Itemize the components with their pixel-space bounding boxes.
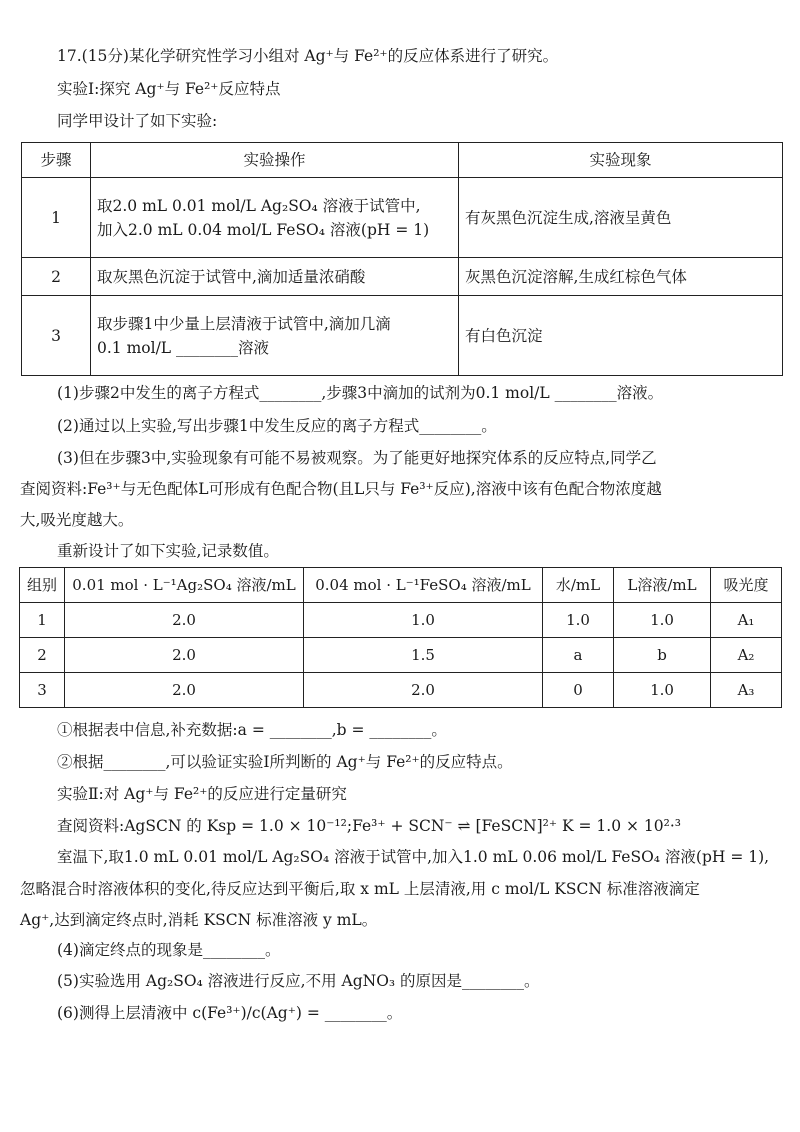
- question-4: (4)滴定终点的现象是________。: [57, 941, 281, 959]
- experiment-3-table: [19, 567, 782, 708]
- question-1: (1)步骤2中发生的离子方程式________,步骤3中滴加的试剂为0.1 mol/L ________溶液。: [57, 384, 664, 402]
- table-cell: 1.5: [304, 638, 543, 673]
- question-3-line-4: 重新设计了如下实验,记录数值。: [57, 542, 279, 560]
- table-cell: 2: [22, 258, 91, 296]
- table-header: L溶液/mL: [614, 568, 711, 603]
- table-header: 实验操作: [91, 143, 459, 178]
- experiment-2-paragraph-1: 室温下,取1.0 mL 0.01 mol/L Ag₂SO₄ 溶液于试管中,加入1.0 mL 0.06 mol/L FeSO₄ 溶液(pH = 1),: [57, 848, 770, 866]
- table-cell: 2.0: [65, 638, 304, 673]
- table-cell: b: [614, 638, 711, 673]
- table-cell: 1.0: [304, 603, 543, 638]
- question-6: (6)测得上层清液中 c(Fe³⁺)/c(Ag⁺) = ________。: [57, 1004, 403, 1022]
- question-3-line-2: 查阅资料:Fe³⁺与无色配体L可形成有色配合物(且L只与 Fe³⁺反应),溶液中该有色配合物浓度越: [20, 480, 662, 498]
- table-row: [22, 258, 783, 296]
- table-cell: 取灰黑色沉淀于试管中,滴加适量浓硝酸: [91, 258, 459, 296]
- table-cell: 3: [20, 673, 65, 708]
- experiment-2-paragraph-3: Ag⁺,达到滴定终点时,消耗 KSCN 标准溶液 y mL。: [20, 911, 378, 929]
- operation-line: 加入2.0 mL 0.04 mol/L FeSO₄ 溶液(pH = 1): [97, 220, 430, 239]
- question-3-line-1: (3)但在步骤3中,实验现象有可能不易被观察。为了能更好地探究体系的反应特点,同学乙: [57, 449, 657, 467]
- table-cell: 2.0: [65, 673, 304, 708]
- table-header: 步骤: [22, 143, 91, 178]
- question-2: (2)通过以上实验,写出步骤1中发生反应的离子方程式________。: [57, 417, 497, 435]
- table-cell: [91, 178, 459, 258]
- experiment-2-data: 查阅资料:AgSCN 的 Ksp = 1.0 × 10⁻¹²;Fe³⁺ + SCN⁻ ⇌ [FeSCN]²⁺ K = 1.0 × 10²·³: [57, 817, 681, 835]
- table-cell: A₁: [711, 603, 782, 638]
- question-5: (5)实验选用 Ag₂SO₄ 溶液进行反应,不用 AgNO₃ 的原因是________。: [57, 972, 540, 990]
- operation-line: 取2.0 mL 0.01 mol/L Ag₂SO₄ 溶液于试管中,: [97, 196, 421, 215]
- table-cell: 2: [20, 638, 65, 673]
- table-row: [20, 603, 782, 638]
- table-cell: 1.0: [614, 673, 711, 708]
- table-row: [20, 673, 782, 708]
- table-header: 0.01 mol · L⁻¹Ag₂SO₄ 溶液/mL: [65, 568, 304, 603]
- table-cell: 0: [543, 673, 614, 708]
- table-row: [20, 638, 782, 673]
- experiment-2-paragraph-2: 忽略混合时溶液体积的变化,待反应达到平衡后,取 x mL 上层清液,用 c mol/L KSCN 标准溶液滴定: [20, 880, 700, 898]
- experiment-1-intro: 同学甲设计了如下实验:: [57, 112, 218, 130]
- question-3-line-3: 大,吸光度越大。: [20, 511, 134, 529]
- table-header: 水/mL: [543, 568, 614, 603]
- table-header-row: [22, 143, 783, 178]
- sub-question-2: ②根据________,可以验证实验Ⅰ所判断的 Ag⁺与 Fe²⁺的反应特点。: [57, 753, 513, 771]
- question-title: 17.(15分)某化学研究性学习小组对 Ag⁺与 Fe²⁺的反应体系进行了研究。: [57, 47, 559, 65]
- table-header: 0.04 mol · L⁻¹FeSO₄ 溶液/mL: [304, 568, 543, 603]
- table-header: 吸光度: [711, 568, 782, 603]
- table-cell: 灰黑色沉淀溶解,生成红棕色气体: [459, 258, 783, 296]
- operation-line: 0.1 mol/L ________溶液: [97, 338, 270, 357]
- sub-question-1: ①根据表中信息,补充数据:a = ________,b = ________。: [57, 721, 447, 739]
- table-cell: 有灰黑色沉淀生成,溶液呈黄色: [459, 178, 783, 258]
- experiment-1-table: [21, 142, 783, 376]
- experiment-2-title: 实验Ⅱ:对 Ag⁺与 Fe²⁺的反应进行定量研究: [57, 785, 347, 803]
- table-cell: a: [543, 638, 614, 673]
- table-cell: 2.0: [304, 673, 543, 708]
- table-cell: 有白色沉淀: [459, 296, 783, 376]
- table-cell: A₃: [711, 673, 782, 708]
- table-cell: 1: [22, 178, 91, 258]
- operation-line: 取步骤1中少量上层清液于试管中,滴加几滴: [97, 314, 391, 333]
- table-cell: 1.0: [543, 603, 614, 638]
- table-cell: A₂: [711, 638, 782, 673]
- table-row: [22, 178, 783, 258]
- table-cell: 2.0: [65, 603, 304, 638]
- table-header: 实验现象: [459, 143, 783, 178]
- table-cell: [91, 296, 459, 376]
- table-header: 组别: [20, 568, 65, 603]
- table-row: [22, 296, 783, 376]
- table-cell: 1: [20, 603, 65, 638]
- table-cell: 1.0: [614, 603, 711, 638]
- experiment-1-title: 实验Ⅰ:探究 Ag⁺与 Fe²⁺反应特点: [57, 80, 281, 98]
- table-cell: 3: [22, 296, 91, 376]
- table-header-row: [20, 568, 782, 603]
